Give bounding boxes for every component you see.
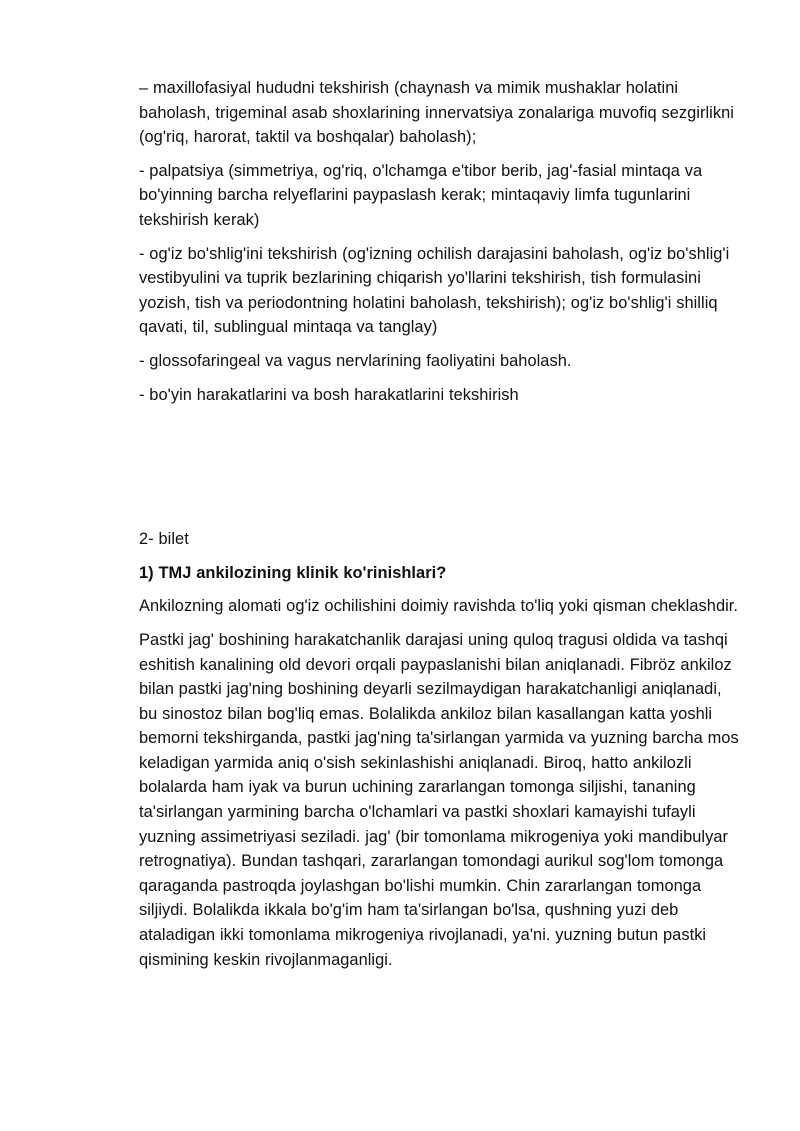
list-item-maxillofacial: – maxillofasiyal hududni tekshirish (chaynash va mimik mushaklar holatini baholash, trigeminal asab shoxlarining innervatsiya zonalariga muvofiq sezgirlikni (og'riq, harorat, taktil va boshqalar) baholash); bbox=[139, 79, 734, 147]
list-item-oral-cavity: - og'iz bo'shlig'ini tekshirish (og'izning ochilish darajasini baholash, og'iz bo'shlig'i vestibyulini va tuprik bezlarining chiqarish yo'llarini tekshirish, tish formulasini yozish, tish va periodontning holatini baholash, tekshirish); og'iz bo'shlig'i shilliq qavati, til, sublingual mintaqa va tanglay) bbox=[139, 244, 730, 337]
list-item-nerves: - glossofaringeal va vagus nervlarining faoliyatini baholash. bbox=[139, 351, 572, 370]
document-page bbox=[139, 76, 739, 981]
ticket-label: 2- bilet bbox=[139, 530, 189, 549]
list-item-neck: - bo'yin harakatlarini va bosh harakatlarini tekshirish bbox=[139, 385, 519, 404]
list-item-palpation: - palpatsiya (simmetriya, og'riq, o'lchamga e'tibor berib, jag'-fasial mintaqa va bo'yinning barcha relyeflarini paypaslash kerak; mintaqaviy limfa tugunlarini tekshirish kerak) bbox=[139, 161, 703, 229]
answer-paragraph-1: Ankilozning alomati og'iz ochilishini doimiy ravishda to'liq yoki qisman cheklashdir. bbox=[139, 597, 739, 616]
question-heading: 1) TMJ ankilozining klinik ko'rinishlari? bbox=[139, 563, 447, 582]
spacer bbox=[139, 416, 739, 527]
answer-paragraph-2: Pastki jag' boshining harakatchanlik darajasi uning quloq tragusi oldida va tashqi eshitish kanalining old devori orqali paypaslanishi bilan aniqlanadi. Fibröz ankiloz bilan pastki jag'ning boshining deyarli sezilmaydigan harakatchanligi aniqlanadi, bu sinostoz bilan bog'liq emas. Bolalikda ankiloz bilan kasallangan katta yoshli bemorni tekshirganda, pastki jag'ning ta'sirlangan yarmida va yuzning barcha mos keladigan yarmida aniq o'sish sekinlashishi aniqlanadi. Biroq, hatto ankilozli bolalarda ham iyak va burun uchining zararlangan tomonga siljishi, tananing ta'sirlangan yarmining barcha o'lchamlari va pastki shoxlari kamayishi tufayli yuzning assimetriyasi seziladi. jag' (bir tomonlama mikrogeniya yoki mandibulyar retrognatiya). Bundan tashqari, zararlangan tomondagi aurikul sog'lom tomonga qaraganda pastroqda joylashgan bo'lishi mumkin. Chin zararlangan tomonga siljiydi. Bolalikda ikkala bo'g'im ham ta'sirlangan bo'lsa, qushning yuzi deb ataladigan ikki tomonlama mikrogeniya rivojlanadi, ya'ni. yuzning butun pastki qismining keskin rivojlanmaganligi. bbox=[139, 630, 739, 969]
